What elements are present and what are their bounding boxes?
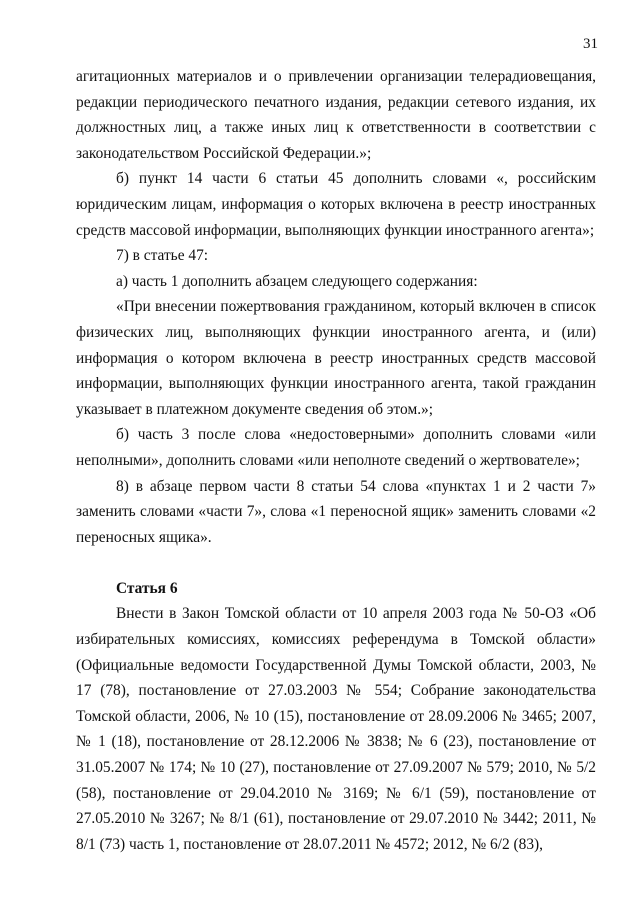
paragraph-continuation: агитационных материалов и о привлечении организации телерадиовещания, редакции периодического печатного издания, редакции сетевого издания, их должностных лиц, а также иных лиц к ответственности в соответствии с законодательством Российской Федерации.»; <box>76 68 596 162</box>
paragraph-item-6b: б) пункт 14 части 6 статьи 45 дополнить словами «, российским юридическим лицам, информация о которых включена в реестр иностранных средств массовой информации, выполняющих функции иностранного агента»; <box>76 170 596 239</box>
paragraph-item-7a: а) часть 1 дополнить абзацем следующего содержания: <box>116 272 478 290</box>
paragraph-item-7b: б) часть 3 после слова «недостоверными» дополнить словами «или неполными», дополнить словами «или неполноте сведений о жертвователе»; <box>76 426 596 469</box>
article-heading: Статья 6 <box>116 579 178 597</box>
paragraph-item-8: 8) в абзаце первом части 8 статьи 54 слова «пунктах 1 и 2 части 7» заменить словами «части 7», слова «1 переносной ящик» заменить словами «2 переносных ящика». <box>76 477 596 546</box>
page-number: 31 <box>583 36 598 52</box>
article-paragraph: Внести в Закон Томской области от 10 апреля 2003 года № 50-ОЗ «Об избирательных комиссиях, комиссиях референдума в Томской области» (Официальные ведомости Государственной Думы Томской области, 2003, № 17 (78), постановление от 27.03.2003 № 554; Собрание законодательства Томской области, 2006, № 10 (15), постановление от 28.09.2006 № 3465; 2007, № 1 (18), постановление от 28.12.2006 № 3838; № 6 (23), постановление от 31.05.2007 № 174; № 10 (27), постановление от 27.09.2007 № 579; 2010, № 5/2 (58), постановление от 29.04.2010 № 3169; № 6/1 (59), постановление от 27.05.2010 № 3267; № 8/1 (61), постановление от 29.07.2010 № 3442; 2011, № 8/1 (73) часть 1, постановление от 28.07.2011 № 4572; 2012, № 6/2 (83), <box>76 605 596 853</box>
paragraph-item-7: 7) в статье 47: <box>116 247 209 265</box>
paragraph-quote: «При внесении пожертвования гражданином, который включен в список физических лиц, выполняющих функции иностранного агента, и (или) информация о котором включена в реестр иностранных средств массовой информации, выполняющих функции иностранного агента, такой гражданин указывает в платежном документе сведения об этом.»; <box>76 298 596 418</box>
section-spacer <box>76 550 596 576</box>
document-body <box>76 64 596 857</box>
